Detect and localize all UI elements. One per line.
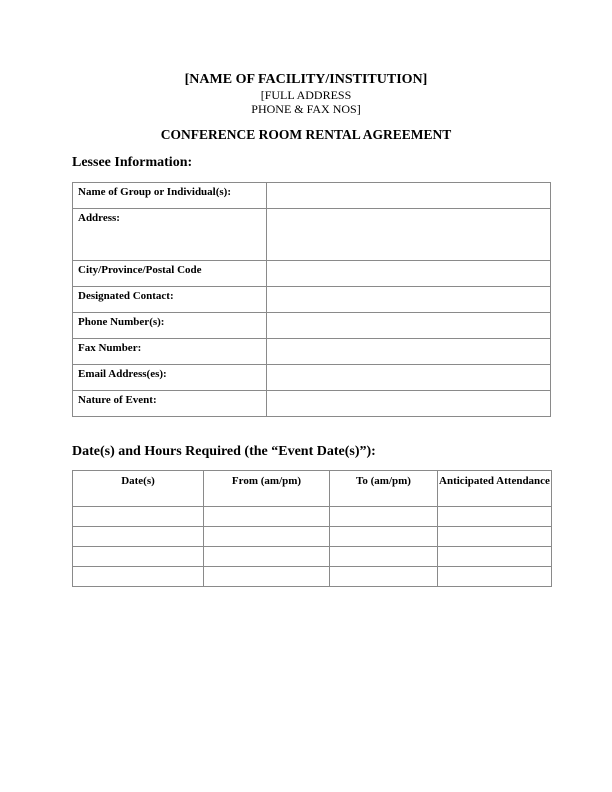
address-label: Address: [73, 209, 267, 261]
facility-address: [FULL ADDRESS [260, 88, 352, 102]
designated-contact-field[interactable] [267, 287, 551, 313]
phone-number-field[interactable] [267, 313, 551, 339]
table-row [73, 527, 552, 547]
table-header-row [73, 471, 552, 507]
to-cell[interactable] [330, 527, 438, 547]
email-address-label: Email Address(es): [73, 365, 267, 391]
address-field[interactable] [267, 209, 551, 261]
table-row [73, 313, 551, 339]
table-row [73, 209, 551, 261]
lessee-information-heading: Lessee Information: [72, 155, 193, 170]
from-column-header: From (am/pm) [204, 471, 330, 507]
facility-name: [NAME OF FACILITY/INSTITUTION] [184, 72, 428, 87]
table-row [73, 391, 551, 417]
to-cell[interactable] [330, 567, 438, 587]
to-cell[interactable] [330, 507, 438, 527]
from-cell[interactable] [204, 507, 330, 527]
email-address-field[interactable] [267, 365, 551, 391]
fax-number-label: Fax Number: [73, 339, 267, 365]
to-cell[interactable] [330, 547, 438, 567]
from-cell[interactable] [204, 547, 330, 567]
dates-column-header: Date(s) [73, 471, 204, 507]
table-row [73, 547, 552, 567]
facility-header [0, 72, 612, 116]
from-cell[interactable] [204, 567, 330, 587]
attendance-cell[interactable] [438, 547, 552, 567]
date-cell[interactable] [73, 507, 204, 527]
document-title: CONFERENCE ROOM RENTAL AGREEMENT [160, 127, 452, 142]
attendance-cell[interactable] [438, 527, 552, 547]
table-row [73, 261, 551, 287]
name-of-group-field[interactable] [267, 183, 551, 209]
table-row [73, 339, 551, 365]
name-of-group-label: Name of Group or Individual(s): [73, 183, 267, 209]
designated-contact-label: Designated Contact: [73, 287, 267, 313]
from-cell[interactable] [204, 527, 330, 547]
table-row [73, 365, 551, 391]
city-province-postal-label: City/Province/Postal Code [73, 261, 267, 287]
fax-number-field[interactable] [267, 339, 551, 365]
table-row [73, 507, 552, 527]
attendance-column-header: Anticipated Attendance [438, 471, 552, 507]
to-column-header: To (am/pm) [330, 471, 438, 507]
phone-number-label: Phone Number(s): [73, 313, 267, 339]
table-row [73, 287, 551, 313]
date-cell[interactable] [73, 547, 204, 567]
table-row [73, 183, 551, 209]
nature-of-event-field[interactable] [267, 391, 551, 417]
event-dates-table [72, 470, 552, 587]
facility-phone-fax: PHONE & FAX NOS] [251, 102, 361, 116]
city-province-postal-field[interactable] [267, 261, 551, 287]
date-cell[interactable] [73, 527, 204, 547]
dates-hours-heading: Date(s) and Hours Required (the “Event Date(s)”): [72, 444, 376, 459]
table-row [73, 567, 552, 587]
lessee-information-table [72, 182, 551, 417]
attendance-cell[interactable] [438, 567, 552, 587]
date-cell[interactable] [73, 567, 204, 587]
nature-of-event-label: Nature of Event: [73, 391, 267, 417]
attendance-cell[interactable] [438, 507, 552, 527]
